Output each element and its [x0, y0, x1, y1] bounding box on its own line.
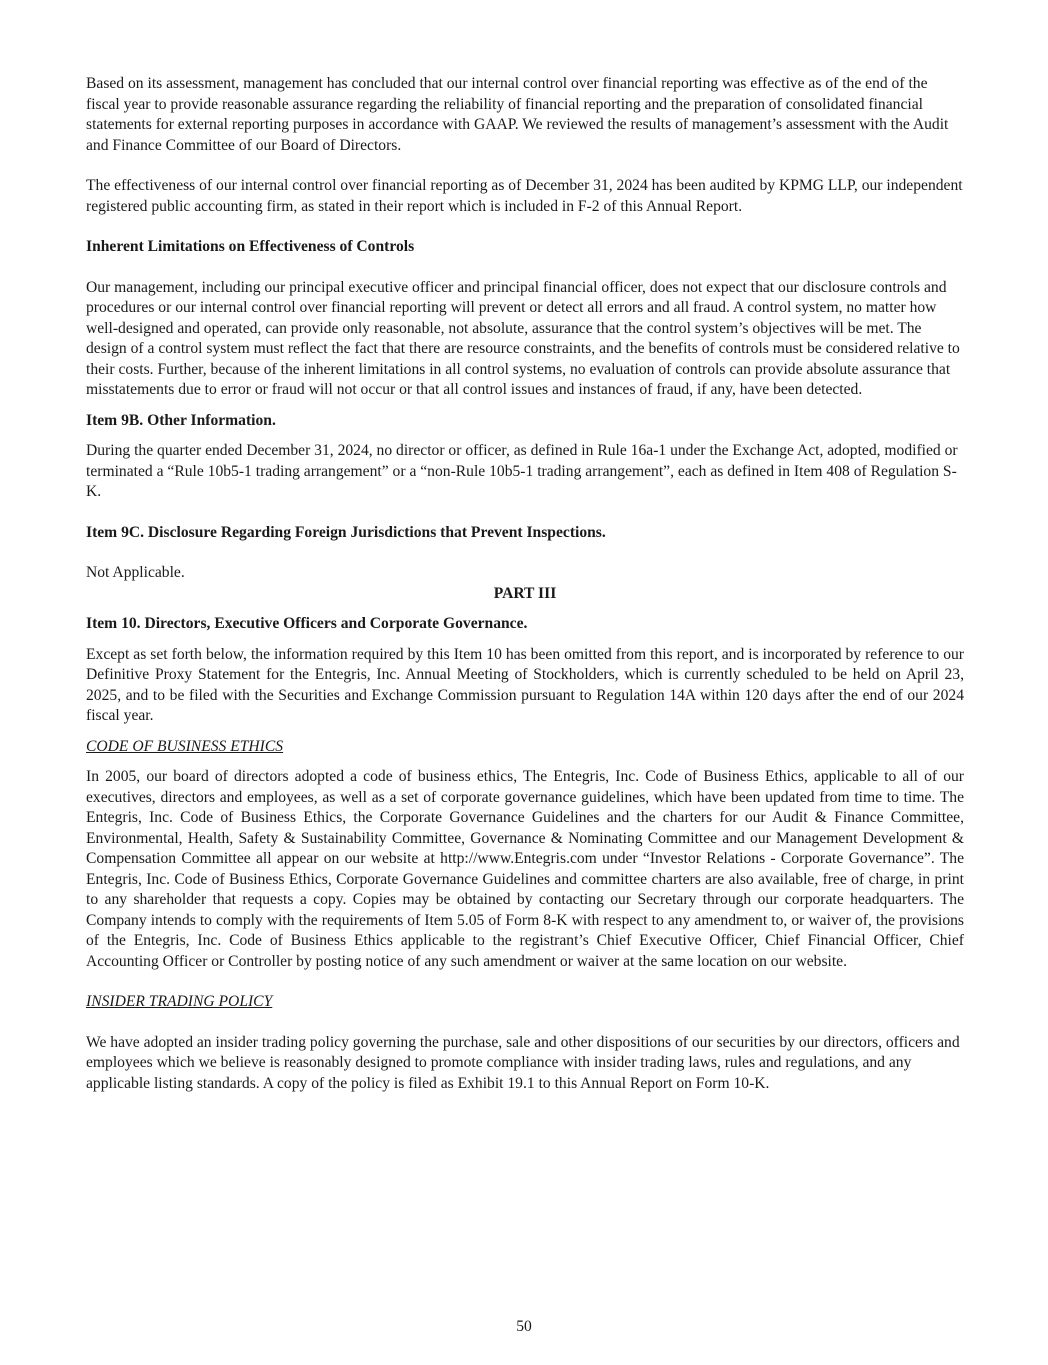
paragraph-kpmg-audit: The effectiveness of our internal control over financial reporting as of December 31, 2024 has been audited by KPMG LLP, our independent registered public accounting firm, as stated in their report which is included in F-2 of this Annual Report. — [86, 177, 963, 215]
paragraph-assessment: Based on its assessment, management has concluded that our internal control over financial reporting was effective as of the end of the fiscal year to provide reasonable assurance regarding the reliability of financial reporting and the preparation of consolidated financial statements for external reporting purposes in accordance with GAAP. We reviewed the results of management’s assessment with the Audit and Finance Committee of our Board of Directors. — [86, 75, 949, 154]
heading-item-9b: Item 9B. Other Information. — [86, 411, 276, 429]
document-page — [86, 74, 964, 1094]
paragraph-not-applicable: Not Applicable. — [86, 564, 185, 581]
heading-inherent-limitations: Inherent Limitations on Effectiveness of Controls — [86, 238, 415, 255]
heading-code-of-business-ethics: CODE OF BUSINESS ETHICS — [86, 737, 284, 755]
heading-item-9c: Item 9C. Disclosure Regarding Foreign Jurisdictions that Prevent Inspections. — [86, 523, 606, 541]
paragraph-insider-trading-policy: We have adopted an insider trading policy governing the purchase, sale and other dispositions of our securities by our directors, officers and employees which we believe is reasonably designed to promote compliance with insider trading laws, rules and regulations, and any applicable listing standards. A copy of the policy is filed as Exhibit 19.1 to this Annual Report on Form 10-K. — [86, 1033, 960, 1092]
paragraph-code-of-business-ethics: In 2005, our board of directors adopted a code of business ethics, The Entegris, Inc. Code of Business Ethics, applicable to all of our executives, directors and employees, as well as a set of corporate governance guidelines, which have been updated from time to time. The Entegris, Inc. Code of Business Ethics, the Corporate Governance Guidelines and the charters for our Audit & Finance Committee, Environmental, Health, Safety & Sustainability Committee, Governance & Nominating Committee and our Management Development & Compensation Committee all appear on our website at http://www.Entegris.com under “Investor Relations - Corporate Governance”. The Entegris, Inc. Code of Business Ethics, Corporate Governance Guidelines and committee charters are also available, free of charge, in print to any shareholder that requests a copy. Copies may be obtained by contacting our Secretary through our corporate headquarters. The Company intends to comply with the requirements of Item 5.05 of Form 8-K with respect to any amendment to, or waiver of, the provisions of the Entegris, Inc. Code of Business Ethics applicable to the registrant’s Chief Executive Officer, Chief Financial Officer, Chief Accounting Officer or Controller by posting notice of any such amendment or waiver at the same location on our website. — [86, 768, 964, 970]
heading-item-10: Item 10. Directors, Executive Officers and Corporate Governance. — [86, 615, 528, 632]
heading-insider-trading-policy: INSIDER TRADING POLICY — [86, 993, 273, 1010]
paragraph-item-10: Except as set forth below, the information required by this Item 10 has been omitted from this report, and is incorporated by reference to our Definitive Proxy Statement for the Entegris, Inc. Annual Meeting of Stockholders, which is currently scheduled to be held on April 23, 2025, and to be filed with the Securities and Exchange Commission pursuant to Regulation 14A within 120 days after the end of our 2024 fiscal year. — [86, 645, 964, 724]
paragraph-item-9b: During the quarter ended December 31, 2024, no director or officer, as defined in Rule 16a-1 under the Exchange Act, adopted, modified or terminated a “Rule 10b5-1 trading arrangement” or a “non-Rule 10b5-1 trading arrangement”, each as defined in Item 408 of Regulation S-K. — [86, 442, 958, 500]
part-three-heading: PART III — [493, 584, 557, 602]
page-number: 50 — [516, 1318, 532, 1335]
paragraph-inherent-limitations: Our management, including our principal executive officer and principal financial officer, does not expect that our disclosure controls and procedures or our internal control over financial reporting will prevent or detect all errors and all fraud. A control system, no matter how well-designed and operated, can provide only reasonable, not absolute, assurance that the control system’s objectives will be met. The design of a control system must reflect the fact that there are resource constraints, and the benefits of controls must be considered relative to their costs. Further, because of the inherent limitations in all control systems, no evaluation of controls can provide absolute assurance that misstatements due to error or fraud will not occur or that all control issues and instances of fraud, if any, have been detected. — [86, 278, 960, 398]
